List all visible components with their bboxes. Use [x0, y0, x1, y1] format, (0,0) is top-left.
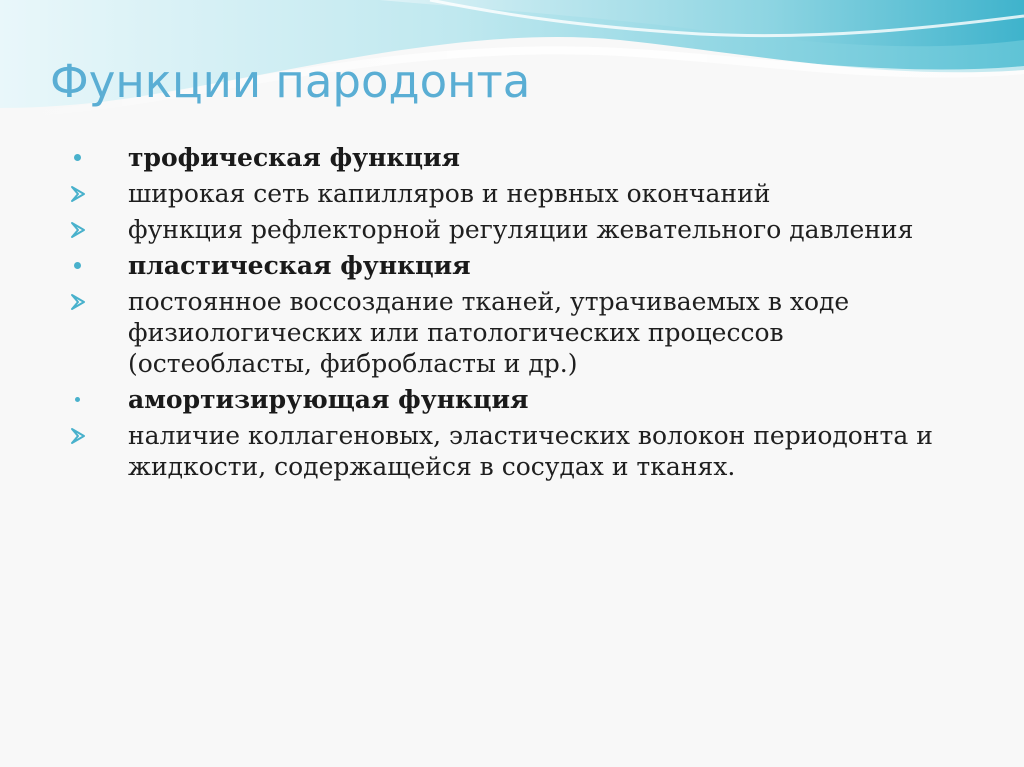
list-item-detail: [70, 214, 970, 245]
item-text: трофическая функция: [128, 143, 460, 172]
bullet-list: [70, 142, 970, 487]
list-item-heading: [70, 384, 970, 415]
list-item-detail: [70, 178, 970, 209]
bullet-dot-icon: [70, 250, 100, 281]
list-item-detail: [70, 286, 970, 379]
item-text: амортизирующая функция: [128, 385, 529, 414]
arrow-bullet-icon: [70, 286, 100, 317]
arrow-bullet-icon: [70, 178, 100, 209]
item-text: наличие коллагеновых, эластических волокон периодонта и жидкости, содержащейся в сосудах и тканях.: [128, 421, 933, 481]
bullet-dot-icon: [70, 384, 100, 415]
item-text: функция рефлекторной регуляции жевательного давления: [128, 215, 914, 244]
arrow-bullet-icon: [70, 214, 100, 245]
list-item-heading: [70, 250, 970, 281]
list-item-detail: [70, 420, 970, 482]
bullet-dot-icon: [70, 142, 100, 173]
item-text: широкая сеть капилляров и нервных окончаний: [128, 179, 771, 208]
arrow-bullet-icon: [70, 420, 100, 451]
item-text: пластическая функция: [128, 251, 471, 280]
item-text: постоянное воссоздание тканей, утрачиваемых в ходе физиологических или патологических процессов (остеобласты, фибробласты и др.): [128, 287, 850, 378]
slide-title: Функции пародонта: [50, 55, 531, 108]
list-item-heading: [70, 142, 970, 173]
